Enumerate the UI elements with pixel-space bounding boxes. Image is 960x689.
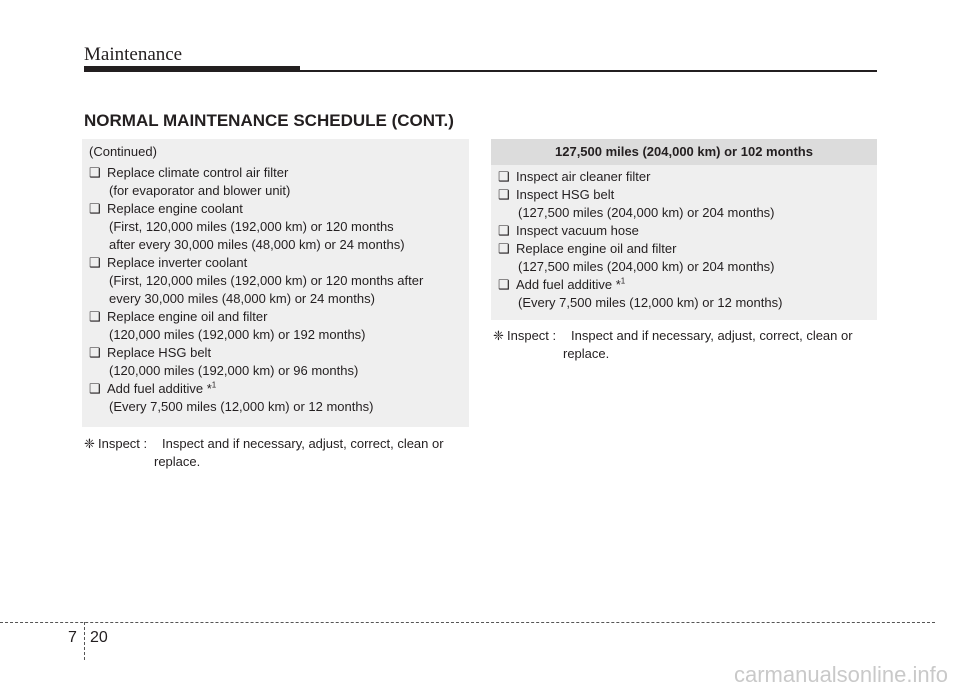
schedule-item-detail: (First, 120,000 miles (192,000 km) or 120 months bbox=[109, 219, 394, 234]
section-header: Maintenance bbox=[84, 44, 183, 65]
schedule-item-label: Replace engine oil and filter bbox=[516, 241, 677, 256]
schedule-item-label: Replace engine coolant bbox=[107, 201, 243, 216]
schedule-item bbox=[498, 168, 782, 186]
checkbox-icon: ❑ bbox=[498, 223, 510, 238]
schedule-item-label: Add fuel additive * bbox=[107, 381, 212, 396]
schedule-item-label: Add fuel additive * bbox=[516, 277, 621, 292]
schedule-item-detail: (for evaporator and blower unit) bbox=[109, 183, 291, 198]
schedule-item bbox=[498, 240, 782, 258]
right-inspect-note bbox=[493, 327, 878, 363]
header-rule-thin bbox=[300, 70, 877, 72]
schedule-item-detail: (First, 120,000 miles (192,000 km) or 120 months after bbox=[109, 273, 424, 288]
schedule-item-detail: (127,500 miles (204,000 km) or 204 months) bbox=[518, 205, 775, 220]
note-key: Inspect : bbox=[507, 328, 557, 343]
checkbox-icon: ❑ bbox=[89, 309, 101, 324]
note-symbol-icon: ❈ bbox=[84, 436, 95, 451]
checkbox-icon: ❑ bbox=[89, 201, 101, 216]
left-items bbox=[89, 164, 423, 416]
schedule-item-label: Replace engine oil and filter bbox=[107, 309, 268, 324]
right-items bbox=[498, 168, 782, 312]
schedule-item bbox=[498, 276, 782, 294]
schedule-item-label: Replace inverter coolant bbox=[107, 255, 248, 270]
note-text-continued: replace. bbox=[154, 454, 201, 469]
schedule-item-detail: (120,000 miles (192,000 km) or 96 months) bbox=[109, 363, 359, 378]
footnote-marker: 1 bbox=[211, 380, 217, 390]
schedule-item-label: Replace climate control air filter bbox=[107, 165, 289, 180]
schedule-item bbox=[89, 164, 423, 182]
checkbox-icon: ❑ bbox=[498, 187, 510, 202]
schedule-item-label: Replace HSG belt bbox=[107, 345, 212, 360]
schedule-item bbox=[89, 200, 423, 218]
footer-divider bbox=[84, 622, 85, 660]
page-number: 20 bbox=[90, 629, 108, 646]
page-heading: NORMAL MAINTENANCE SCHEDULE (CONT.) bbox=[84, 111, 454, 130]
schedule-item bbox=[498, 186, 782, 204]
schedule-item-detail: every 30,000 miles (48,000 km) or 24 months) bbox=[109, 291, 375, 306]
schedule-item-detail: (Every 7,500 miles (12,000 km) or 12 months) bbox=[518, 295, 783, 310]
checkbox-icon: ❑ bbox=[498, 169, 510, 184]
schedule-item-detail: (120,000 miles (192,000 km) or 192 months) bbox=[109, 327, 366, 342]
schedule-item-label: Inspect HSG belt bbox=[516, 187, 615, 202]
checkbox-icon: ❑ bbox=[498, 277, 510, 292]
note-text: Inspect and if necessary, adjust, correct, clean or bbox=[571, 328, 853, 343]
right-schedule-list bbox=[498, 168, 782, 312]
note-text-continued: replace. bbox=[563, 346, 610, 361]
schedule-item bbox=[498, 222, 782, 240]
note-text: Inspect and if necessary, adjust, correct, clean or bbox=[162, 436, 444, 451]
note-symbol-icon: ❈ bbox=[493, 328, 504, 343]
checkbox-icon: ❑ bbox=[498, 241, 510, 256]
schedule-item-detail: (Every 7,500 miles (12,000 km) or 12 months) bbox=[109, 399, 374, 414]
schedule-item bbox=[89, 308, 423, 326]
schedule-item-detail: (127,500 miles (204,000 km) or 204 months) bbox=[518, 259, 775, 274]
chapter-number: 7 bbox=[68, 629, 77, 646]
left-schedule-list bbox=[89, 143, 423, 416]
header-rule-thick bbox=[84, 66, 300, 72]
schedule-item-label: Inspect vacuum hose bbox=[516, 223, 639, 238]
schedule-item-label: Inspect air cleaner filter bbox=[516, 169, 651, 184]
watermark-logo: carmanualsonline.info bbox=[733, 662, 948, 687]
footnote-marker: 1 bbox=[620, 276, 626, 286]
checkbox-icon: ❑ bbox=[89, 381, 101, 396]
schedule-item-detail: after every 30,000 miles (48,000 km) or 24 months) bbox=[109, 237, 405, 252]
left-inspect-note bbox=[84, 435, 469, 471]
checkbox-icon: ❑ bbox=[89, 345, 101, 360]
checkbox-icon: ❑ bbox=[89, 165, 101, 180]
checkbox-icon: ❑ bbox=[89, 255, 101, 270]
footer-rule bbox=[0, 622, 935, 623]
schedule-item bbox=[89, 380, 423, 398]
continued-label: (Continued) bbox=[89, 144, 157, 159]
interval-title: 127,500 miles (204,000 km) or 102 months bbox=[491, 139, 877, 165]
schedule-item bbox=[89, 344, 423, 362]
note-key: Inspect : bbox=[98, 436, 148, 451]
schedule-item bbox=[89, 254, 423, 272]
